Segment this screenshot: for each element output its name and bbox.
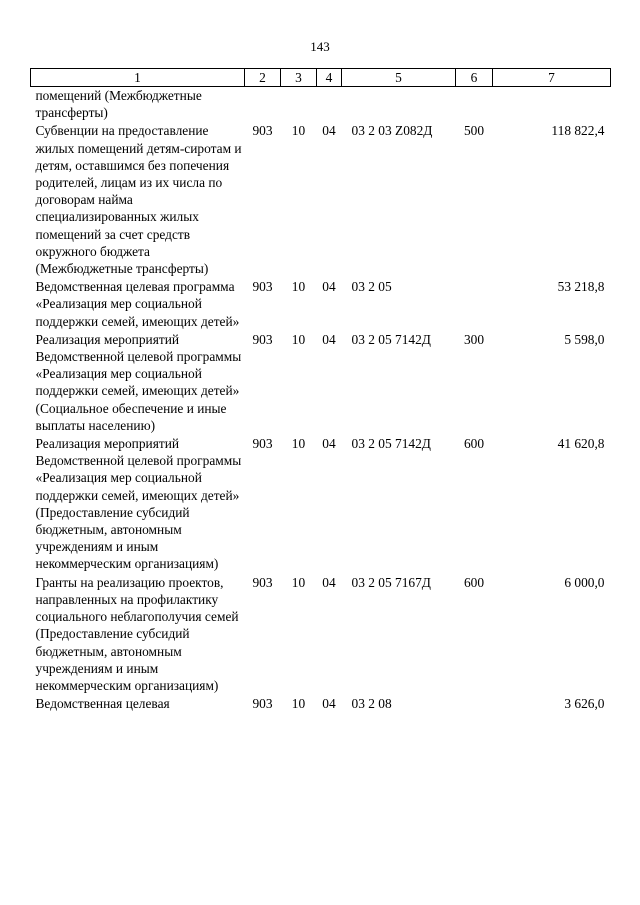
row-name: помещений (Межбюджетные трансферты)	[35, 88, 202, 121]
row-code-2: 903	[252, 123, 273, 139]
row-amount: 41 620,8	[557, 436, 605, 452]
column-header-4: 4	[317, 69, 342, 87]
row-code-6	[456, 694, 493, 712]
row-name: Ведомственная целевая программа «Реализация мер социальной поддержки семей, имеющих детей»	[35, 279, 240, 329]
row-code-5: 03 2 05 7142Д	[351, 436, 431, 452]
column-header-2: 2	[245, 69, 281, 87]
row-code-4: 04	[322, 331, 336, 347]
row-code-2: 903	[252, 436, 273, 452]
row-code-2: 903	[252, 279, 273, 295]
row-amount: 118 822,4	[551, 123, 605, 139]
row-code-4: 04	[322, 436, 336, 452]
row-code-6	[456, 87, 493, 122]
row-code-3: 10	[291, 696, 306, 712]
row-code-5: 03 2 05 7142Д	[351, 331, 431, 347]
row-code-3: 10	[291, 574, 306, 590]
row-code-6: 600	[463, 574, 485, 590]
column-header-7: 7	[493, 69, 611, 87]
row-name: Реализация мероприятий Ведомственной целевой программы «Реализация мер социальной поддержки семей, имеющих детей» (Социальное обеспечение и иные выплаты населению)	[35, 331, 242, 433]
budget-table	[30, 68, 611, 712]
row-code-3	[281, 87, 317, 122]
row-code-6	[456, 277, 493, 330]
row-code-3: 10	[291, 331, 306, 347]
table-row	[31, 121, 611, 277]
column-header-6: 6	[456, 69, 493, 87]
row-code-2: 903	[252, 331, 273, 347]
row-amount: 3 626,0	[564, 696, 605, 712]
row-amount: 6 000,0	[564, 574, 605, 590]
row-code-5: 03 2 05 7167Д	[351, 574, 431, 590]
page-number: 143	[310, 39, 330, 54]
column-header-3: 3	[281, 69, 317, 87]
row-name: Ведомственная целевая	[35, 696, 170, 712]
table-row	[31, 87, 611, 122]
row-code-4: 04	[322, 279, 336, 295]
row-code-6: 600	[463, 436, 485, 452]
row-amount	[493, 87, 611, 122]
row-code-6: 300	[463, 331, 485, 347]
row-code-4	[317, 87, 342, 122]
row-code-3: 10	[291, 279, 306, 295]
row-code-4: 04	[322, 574, 336, 590]
row-code-5: 03 2 08	[351, 696, 392, 712]
table-row	[31, 573, 611, 694]
row-code-6: 500	[463, 123, 485, 139]
table-row	[31, 330, 611, 434]
row-code-5: 03 2 05	[351, 279, 392, 295]
table-row	[31, 277, 611, 330]
row-code-3: 10	[291, 123, 306, 139]
table-row	[31, 694, 611, 712]
row-code-2	[245, 87, 281, 122]
row-amount: 53 218,8	[557, 279, 605, 295]
table-row	[31, 434, 611, 573]
column-header-1: 1	[31, 69, 245, 87]
row-code-2: 903	[252, 696, 273, 712]
row-name: Гранты на реализацию проектов, направленных на профилактику социального неблагополучия семей (Предоставление субсидий бюджетным, автономным учреждениям и иным некоммерческим организациям)	[35, 574, 239, 693]
header-row	[31, 69, 611, 87]
row-name: Субвенции на предоставление жилых помещений детям-сиротам и детям, оставшимся без попечения родителей, лицам из их числа по договорам найма специализированных жилых помещений за счет средств окружного бюджета (Межбюджетные трансферты)	[35, 123, 242, 277]
row-name: Реализация мероприятий Ведомственной целевой программы «Реализация мер социальной поддержки семей, имеющих детей» (Предоставление субсидий бюджетным, автономным учреждениям и иным некоммерческим организациям)	[35, 436, 242, 572]
row-code-3: 10	[291, 436, 306, 452]
row-code-4: 04	[322, 696, 336, 712]
row-code-5	[342, 87, 456, 122]
column-header-5: 5	[342, 69, 456, 87]
row-code-4: 04	[322, 123, 336, 139]
row-amount: 5 598,0	[564, 331, 605, 347]
row-code-5: 03 2 03 Z082Д	[351, 123, 433, 139]
row-code-2: 903	[252, 574, 273, 590]
